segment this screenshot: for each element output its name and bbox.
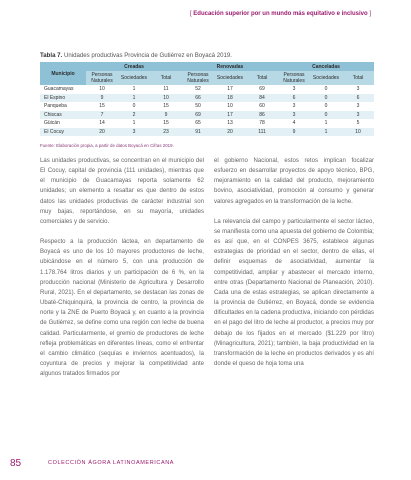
value-cell: 1: [118, 85, 150, 94]
municipio-header: Municipio: [40, 62, 86, 85]
group-header-creadas: Creadas: [86, 62, 182, 71]
value-cell: 18: [214, 94, 246, 103]
value-cell: 65: [182, 119, 214, 128]
value-cell: 1: [118, 119, 150, 128]
group-header-renovadas: Renovadas: [182, 62, 278, 71]
table-label: Tabla 7.: [40, 52, 63, 59]
value-cell: 3: [118, 128, 150, 137]
value-cell: 10: [214, 102, 246, 111]
table-row: [40, 94, 374, 103]
value-cell: 17: [214, 85, 246, 94]
value-cell: 17: [214, 111, 246, 120]
running-head-text: Educación superior por un mundo más equitativo e inclusivo: [193, 11, 368, 17]
value-cell: 7: [86, 111, 118, 120]
value-cell: 1: [310, 128, 342, 137]
value-cell: 78: [246, 119, 278, 128]
value-cell: 10: [86, 85, 118, 94]
table-group-header-row: [40, 62, 374, 71]
subheader-cell: Total: [150, 71, 182, 85]
value-cell: 14: [86, 119, 118, 128]
subheader-cell: Personas Naturales: [86, 71, 118, 85]
municipio-cell: El Cocuy: [40, 128, 86, 137]
table-row: [40, 102, 374, 111]
value-cell: 3: [278, 111, 310, 120]
subheader-cell: Sociedades: [118, 71, 150, 85]
value-cell: 11: [150, 85, 182, 94]
value-cell: 9: [150, 111, 182, 120]
value-cell: 20: [86, 128, 118, 137]
value-cell: 0: [118, 102, 150, 111]
municipio-cell: Güicán: [40, 119, 86, 128]
subheader-cell: Sociedades: [310, 71, 342, 85]
running-head: [190, 11, 371, 17]
value-cell: 23: [150, 128, 182, 137]
municipio-cell: Guacamayas: [40, 85, 86, 94]
running-head-bracket-open: [: [189, 11, 194, 17]
value-cell: 69: [182, 111, 214, 120]
value-cell: 3: [342, 102, 374, 111]
subheader-cell: Sociedades: [214, 71, 246, 85]
table-row: [40, 128, 374, 137]
subheader-cell: Personas Naturales: [278, 71, 310, 85]
value-cell: 0: [310, 102, 342, 111]
paragraph: el gobierno Nacional, estos retos implican focalizar esfuerzo en desarrollar proyectos de apoyo técnico, BPG, mejoramiento en la calidad del producto, mejoramiento bovino, asociatividad, promoción al consumo y generar valores agregados en la transformación de la leche.: [214, 158, 374, 205]
value-cell: 1: [310, 119, 342, 128]
value-cell: 6: [278, 94, 310, 103]
paragraph: Las unidades productivas, se concentran en el municipio del El Cocuy, capital de provincia (111 unidades), mientras que el municipio de Guacamayas reporta solamente 62 unidades; un elemento a resaltar es que dentro de estos datos las unidades productivas de carácter industrial son muy bajas, reportándose, en su mayoría, unidades comerciales y de servicio.: [40, 158, 204, 225]
municipio-cell: Chiscas: [40, 111, 86, 120]
value-cell: 3: [342, 85, 374, 94]
table-subheader-row: [40, 71, 374, 85]
value-cell: 15: [86, 102, 118, 111]
municipio-cell: Panqueba: [40, 102, 86, 111]
value-cell: 2: [118, 111, 150, 120]
value-cell: 66: [182, 94, 214, 103]
value-cell: 91: [182, 128, 214, 137]
value-cell: 9: [86, 94, 118, 103]
value-cell: 86: [246, 111, 278, 120]
group-header-canceladas: Canceladas: [278, 62, 374, 71]
collection-name: COLECCIÓN ÁGORA LATINOAMERICANA: [48, 460, 175, 466]
table-title: Unidades productivas Provincia de Gutiérrez en Boyacá 2019.: [62, 52, 232, 59]
value-cell: 20: [214, 128, 246, 137]
value-cell: 111: [246, 128, 278, 137]
subheader-cell: Personas Naturales: [182, 71, 214, 85]
table-source: Fuente: Elaboración propia, a partir de datos Boyacá en Cifras 2019.: [40, 143, 174, 148]
value-cell: 0: [310, 85, 342, 94]
running-head-bracket-close: ]: [367, 11, 371, 17]
value-cell: 3: [278, 85, 310, 94]
table-row: [40, 85, 374, 94]
value-cell: 9: [278, 128, 310, 137]
value-cell: 52: [182, 85, 214, 94]
value-cell: 15: [150, 102, 182, 111]
value-cell: 13: [214, 119, 246, 128]
value-cell: 69: [246, 85, 278, 94]
table-body: [40, 85, 374, 136]
value-cell: 3: [278, 102, 310, 111]
table-row: [40, 111, 374, 120]
left-text-column: [40, 156, 204, 389]
page-number: 85: [10, 458, 22, 469]
value-cell: 6: [342, 94, 374, 103]
paragraph: Respecto a la producción láctea, en departamento de Boyacá es uno de los 10 mayores productores de leche, ubicándose en el número 5, con una producción de 1.178.764 litros diarios y un participación de 6 %, en la producción nacional (Ministerio de Agricultura y Desarrollo Rural, 2021). En el departamento, se destacan las zonas de Ubaté-Chiquinquirá, la provincia de centro, la provincia de norte y la ZNE de Puerto Boyacá y, en cuanto a la provincia de Gutiérrez, se define como una región con leche de buena calidad. Particularmente, el gremio de productores de leche refleja problemáticas en diferentes líneas, como el enfrentar el cambio climático (sequías e inviernos acentuados), la coyuntura de precios y mejorar la competitividad ante algunos tratados firmados por: [40, 239, 204, 378]
right-text-column: [214, 156, 374, 379]
value-cell: 4: [278, 119, 310, 128]
subheader-cell: Total: [246, 71, 278, 85]
value-cell: 60: [246, 102, 278, 111]
subheader-cell: Total: [342, 71, 374, 85]
value-cell: 1: [118, 94, 150, 103]
table-row: [40, 119, 374, 128]
municipio-cell: El Espino: [40, 94, 86, 103]
paragraph: La relevancia del campo y particularmente el sector lácteo, se manifiesta como una apuesta del gobierno de Colombia; es así que, en el CONPES 3675, establece algunas estrategias de prioridad en el sector, dentro de ellas, el definir esquemas de asociatividad, aumentar la competitividad, ampliar y abastecer el mercado interno, entre otras (Departamento Nacional de Planeación, 2010). Cada una de estas estrategias, se aplican directamente a la provincia de Gutiérrez, en Boyacá, donde se evidencia dificultades en la cadena productiva, iniciando con pérdidas en el pago del litro de leche al productor, a precios muy por debajo de los fijados en el mercado ($1.229 por litro) (Minagricultura, 2021); también, la baja productividad en la transformación de la leche en productos derivados y es ahí donde el queso de hoja toma una: [214, 218, 374, 367]
value-cell: 0: [310, 94, 342, 103]
value-cell: 15: [150, 119, 182, 128]
value-cell: 10: [150, 94, 182, 103]
value-cell: 0: [310, 111, 342, 120]
value-cell: 3: [342, 111, 374, 120]
value-cell: 84: [246, 94, 278, 103]
unidades-productivas-table: [40, 62, 374, 136]
value-cell: 10: [342, 128, 374, 137]
value-cell: 50: [182, 102, 214, 111]
table-caption: [40, 52, 232, 59]
value-cell: 5: [342, 119, 374, 128]
